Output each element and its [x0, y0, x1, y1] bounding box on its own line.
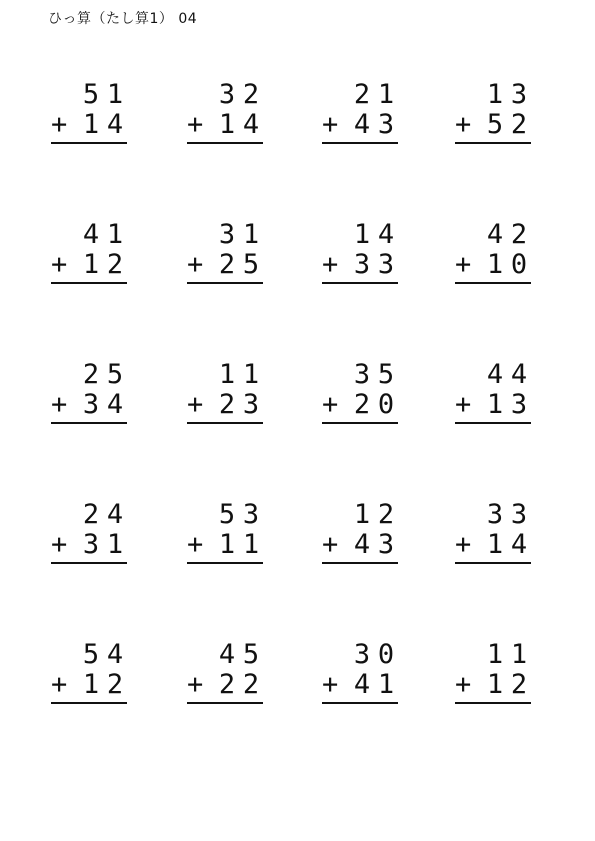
digit: 5: [82, 79, 100, 110]
digit: 3: [377, 109, 395, 140]
digit: 3: [377, 249, 395, 280]
operator-spacer: [51, 640, 79, 670]
digit: 2: [242, 79, 260, 110]
plus-sign: +: [51, 529, 68, 560]
answer-line: [455, 562, 531, 564]
answer-line: [455, 142, 531, 144]
operator-spacer: [322, 640, 350, 670]
operator-spacer: [51, 500, 79, 530]
operator-spacer: [322, 80, 350, 110]
top-number-row: [322, 80, 398, 110]
digit: 5: [218, 499, 236, 530]
answer-line: [51, 702, 127, 704]
answer-line: [187, 702, 263, 704]
digit: 1: [106, 529, 124, 560]
bottom-number-row: [455, 250, 531, 280]
digit: 1: [82, 109, 100, 140]
answer-line: [322, 562, 398, 564]
digit: 4: [106, 389, 124, 420]
operator-spacer: [455, 640, 483, 670]
top-number-row: [455, 220, 531, 250]
digit: 2: [218, 389, 236, 420]
answer-line: [51, 422, 127, 424]
digit: 2: [242, 669, 260, 700]
digit: 1: [82, 669, 100, 700]
operator-spacer: [187, 500, 215, 530]
digit: 1: [377, 669, 395, 700]
digit: 2: [353, 389, 371, 420]
addition-problem: [455, 220, 531, 284]
answer-line: [322, 142, 398, 144]
digit: 1: [377, 79, 395, 110]
plus-sign: +: [322, 249, 339, 280]
addition-problem: [187, 640, 263, 704]
digit: 1: [353, 219, 371, 250]
addition-problem: [455, 80, 531, 144]
top-number-row: [187, 500, 263, 530]
digit: 5: [106, 359, 124, 390]
top-number-row: [51, 80, 127, 110]
plus-sign: +: [187, 249, 204, 280]
digit: 0: [377, 639, 395, 670]
addition-problem: [322, 640, 398, 704]
digit: 3: [242, 389, 260, 420]
answer-line: [322, 282, 398, 284]
bottom-number-row: [322, 250, 398, 280]
top-number-row: [455, 80, 531, 110]
digit: 1: [486, 79, 504, 110]
addition-problem: [455, 360, 531, 424]
addition-problem: [322, 360, 398, 424]
operator-spacer: [187, 220, 215, 250]
top-number-row: [455, 500, 531, 530]
addition-problem: [51, 360, 127, 424]
top-number-row: [322, 360, 398, 390]
bottom-number-row: [455, 670, 531, 700]
digit: 1: [510, 639, 528, 670]
digit: 1: [486, 669, 504, 700]
digit: 5: [242, 639, 260, 670]
addition-problem: [455, 500, 531, 564]
answer-line: [455, 282, 531, 284]
addition-problem: [51, 220, 127, 284]
bottom-number-row: [51, 250, 127, 280]
addition-problem: [187, 500, 263, 564]
digit: 3: [353, 359, 371, 390]
addition-problem: [322, 80, 398, 144]
digit: 4: [106, 639, 124, 670]
digit: 2: [377, 499, 395, 530]
digit: 4: [510, 359, 528, 390]
addition-problem: [187, 80, 263, 144]
plus-sign: +: [455, 389, 472, 420]
top-number-row: [51, 640, 127, 670]
top-number-row: [322, 500, 398, 530]
digit: 4: [353, 109, 371, 140]
addition-problem: [455, 640, 531, 704]
bottom-number-row: [187, 110, 263, 140]
digit: 4: [82, 219, 100, 250]
digit: 1: [486, 249, 504, 280]
digit: 4: [106, 109, 124, 140]
addition-problem: [51, 80, 127, 144]
digit: 1: [486, 529, 504, 560]
answer-line: [455, 702, 531, 704]
digit: 1: [353, 499, 371, 530]
plus-sign: +: [187, 109, 204, 140]
digit: 1: [218, 109, 236, 140]
plus-sign: +: [455, 669, 472, 700]
bottom-number-row: [322, 670, 398, 700]
plus-sign: +: [51, 389, 68, 420]
digit: 4: [353, 529, 371, 560]
digit: 2: [510, 669, 528, 700]
addition-problem: [51, 640, 127, 704]
digit: 3: [510, 499, 528, 530]
plus-sign: +: [51, 109, 68, 140]
plus-sign: +: [51, 249, 68, 280]
digit: 5: [82, 639, 100, 670]
bottom-number-row: [187, 530, 263, 560]
operator-spacer: [322, 500, 350, 530]
digit: 5: [486, 109, 504, 140]
bottom-number-row: [51, 110, 127, 140]
digit: 2: [510, 219, 528, 250]
digit: 3: [510, 79, 528, 110]
digit: 1: [218, 359, 236, 390]
digit: 2: [218, 669, 236, 700]
digit: 2: [82, 359, 100, 390]
digit: 4: [106, 499, 124, 530]
digit: 3: [486, 499, 504, 530]
operator-spacer: [322, 220, 350, 250]
digit: 4: [218, 639, 236, 670]
operator-spacer: [187, 80, 215, 110]
digit: 4: [377, 219, 395, 250]
answer-line: [187, 562, 263, 564]
answer-line: [187, 282, 263, 284]
addition-problem: [51, 500, 127, 564]
answer-line: [51, 142, 127, 144]
digit: 1: [218, 529, 236, 560]
bottom-number-row: [51, 670, 127, 700]
digit: 2: [106, 669, 124, 700]
digit: 3: [353, 249, 371, 280]
digit: 2: [218, 249, 236, 280]
operator-spacer: [322, 360, 350, 390]
operator-spacer: [187, 640, 215, 670]
digit: 1: [242, 219, 260, 250]
plus-sign: +: [322, 529, 339, 560]
top-number-row: [187, 360, 263, 390]
digit: 3: [82, 529, 100, 560]
top-number-row: [455, 640, 531, 670]
digit: 5: [242, 249, 260, 280]
digit: 3: [82, 389, 100, 420]
bottom-number-row: [51, 530, 127, 560]
digit: 1: [242, 529, 260, 560]
digit: 3: [218, 219, 236, 250]
top-number-row: [187, 220, 263, 250]
digit: 5: [377, 359, 395, 390]
addition-problem: [187, 360, 263, 424]
bottom-number-row: [455, 530, 531, 560]
top-number-row: [51, 220, 127, 250]
bottom-number-row: [51, 390, 127, 420]
addition-problem: [322, 500, 398, 564]
digit: 3: [510, 389, 528, 420]
plus-sign: +: [322, 669, 339, 700]
digit: 4: [486, 359, 504, 390]
answer-line: [187, 422, 263, 424]
digit: 1: [82, 249, 100, 280]
answer-line: [455, 422, 531, 424]
operator-spacer: [187, 360, 215, 390]
top-number-row: [322, 220, 398, 250]
answer-line: [322, 422, 398, 424]
plus-sign: +: [322, 389, 339, 420]
digit: 3: [242, 499, 260, 530]
digit: 1: [106, 79, 124, 110]
operator-spacer: [455, 80, 483, 110]
bottom-number-row: [187, 250, 263, 280]
plus-sign: +: [187, 529, 204, 560]
top-number-row: [322, 640, 398, 670]
operator-spacer: [455, 360, 483, 390]
digit: 4: [510, 529, 528, 560]
digit: 2: [510, 109, 528, 140]
top-number-row: [455, 360, 531, 390]
digit: 3: [218, 79, 236, 110]
operator-spacer: [455, 500, 483, 530]
bottom-number-row: [322, 390, 398, 420]
bottom-number-row: [455, 110, 531, 140]
bottom-number-row: [187, 390, 263, 420]
digit: 2: [353, 79, 371, 110]
top-number-row: [187, 80, 263, 110]
answer-line: [51, 282, 127, 284]
bottom-number-row: [455, 390, 531, 420]
bottom-number-row: [187, 670, 263, 700]
top-number-row: [187, 640, 263, 670]
digit: 2: [82, 499, 100, 530]
plus-sign: +: [51, 669, 68, 700]
answer-line: [51, 562, 127, 564]
plus-sign: +: [187, 389, 204, 420]
worksheet-title: ひっ算（たし算1） 04: [48, 11, 198, 27]
top-number-row: [51, 360, 127, 390]
digit: 0: [377, 389, 395, 420]
digit: 1: [106, 219, 124, 250]
digit: 3: [353, 639, 371, 670]
plus-sign: +: [187, 669, 204, 700]
digit: 4: [353, 669, 371, 700]
digit: 4: [486, 219, 504, 250]
addition-problem: [322, 220, 398, 284]
plus-sign: +: [455, 249, 472, 280]
digit: 1: [486, 389, 504, 420]
operator-spacer: [51, 80, 79, 110]
digit: 0: [510, 249, 528, 280]
digit: 1: [242, 359, 260, 390]
bottom-number-row: [322, 530, 398, 560]
digit: 2: [106, 249, 124, 280]
bottom-number-row: [322, 110, 398, 140]
answer-line: [187, 142, 263, 144]
top-number-row: [51, 500, 127, 530]
addition-problem: [187, 220, 263, 284]
operator-spacer: [51, 220, 79, 250]
answer-line: [322, 702, 398, 704]
operator-spacer: [455, 220, 483, 250]
digit: 3: [377, 529, 395, 560]
plus-sign: +: [455, 529, 472, 560]
digit: 1: [486, 639, 504, 670]
plus-sign: +: [322, 109, 339, 140]
plus-sign: +: [455, 109, 472, 140]
operator-spacer: [51, 360, 79, 390]
digit: 4: [242, 109, 260, 140]
